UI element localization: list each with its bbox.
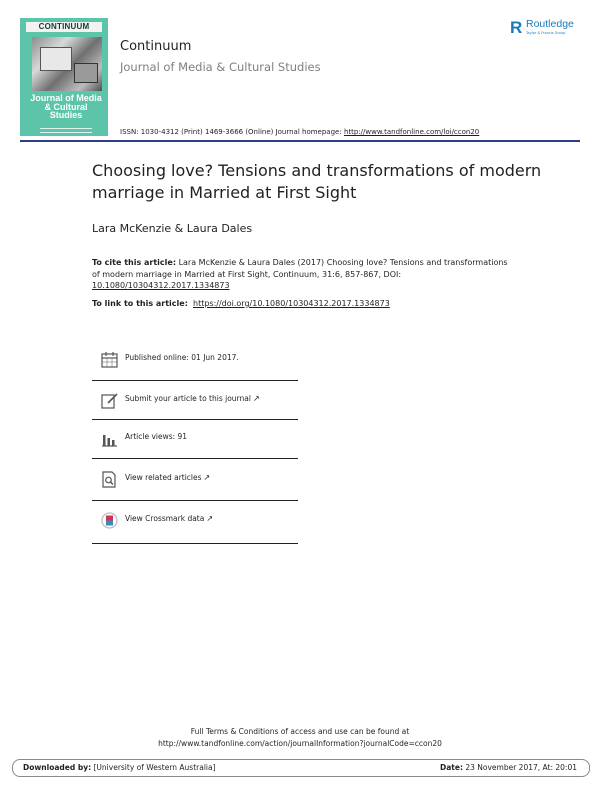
calendar-icon xyxy=(100,350,118,368)
crossmark-label: View Crossmark data xyxy=(125,514,205,523)
article-doi-link[interactable]: https://doi.org/10.1080/10304312.2017.1334873 xyxy=(193,299,390,308)
publisher-name: Routledge xyxy=(526,18,574,30)
crossmark-icon xyxy=(100,511,118,529)
article-title: Choosing love? Tensions and transformations of modern marriage in Married at First Sight xyxy=(92,161,542,202)
external-link-icon: ↗ xyxy=(252,394,260,403)
published-online-text: Published online: 01 Jun 2017. xyxy=(125,353,239,362)
terms-text: Full Terms & Conditions of access and use can be found at xyxy=(190,727,410,736)
submit-article-link[interactable] xyxy=(125,394,260,403)
issn-text: ISSN: 1030-4312 (Print) 1469-3666 (Online) Journal homepage: xyxy=(120,128,344,136)
downloaded-by-label: Downloaded by: xyxy=(23,763,92,772)
crossmark-link[interactable] xyxy=(125,514,213,523)
cover-decoration xyxy=(40,128,92,133)
article-views-row xyxy=(92,421,298,454)
download-date xyxy=(440,763,577,772)
download-info-bar xyxy=(12,759,590,777)
download-date-label: Date: xyxy=(440,763,463,772)
divider xyxy=(92,543,298,544)
terms-footer xyxy=(100,726,500,749)
related-articles-link[interactable] xyxy=(125,473,210,482)
article-link-block xyxy=(92,298,508,310)
cover-subtitle: Journal of Media & Cultural Studies xyxy=(30,93,102,120)
related-articles-row[interactable] xyxy=(92,462,298,495)
routledge-mark-icon: R xyxy=(510,18,523,37)
divider xyxy=(92,380,298,381)
downloaded-by xyxy=(23,763,216,772)
journal-subtitle: Journal of Media & Cultural Studies xyxy=(120,60,321,74)
related-articles-label: View related articles xyxy=(125,473,202,482)
citation-label: To cite this article: xyxy=(92,258,177,267)
terms-link[interactable]: http://www.tandfonline.com/action/journalInformation?journalCode=ccon20 xyxy=(158,738,442,748)
citation-doi-link[interactable]: 10.1080/10304312.2017.1334873 xyxy=(92,281,230,290)
journal-cover-image xyxy=(20,18,108,136)
downloaded-by-value: [University of Western Australia] xyxy=(91,763,216,772)
external-link-icon: ↗ xyxy=(206,514,214,523)
header-divider xyxy=(20,140,580,142)
journal-homepage-link[interactable]: http://www.tandfonline.com/loi/ccon20 xyxy=(343,128,480,136)
article-authors: Lara McKenzie & Laura Dales xyxy=(92,222,253,235)
routledge-logo xyxy=(510,17,590,39)
link-label: To link to this article: xyxy=(92,299,188,308)
download-date-value: 23 November 2017, At: 20:01 xyxy=(462,763,577,772)
divider xyxy=(92,500,298,501)
citation-block xyxy=(92,257,508,292)
external-link-icon: ↗ xyxy=(203,473,211,482)
citation-text: Lara McKenzie & Laura Dales (2017) Choosing love? Tensions and transformations of modern marriage in Married at First Sight, Continuum, 31:6, 857-867, DOI: xyxy=(92,258,508,279)
divider xyxy=(92,458,298,459)
publisher-tagline: Taylor & Francis Group xyxy=(526,31,566,35)
document-search-icon xyxy=(100,470,118,488)
article-views-text: Article views: 91 xyxy=(125,432,188,441)
divider xyxy=(92,419,298,420)
journal-title: Continuum xyxy=(120,39,192,54)
published-online-row xyxy=(92,342,298,375)
bar-chart-icon xyxy=(100,429,118,447)
submit-article-row[interactable] xyxy=(92,383,298,416)
edit-icon xyxy=(100,391,118,409)
submit-article-label: Submit your article to this journal xyxy=(125,394,251,403)
cover-photo xyxy=(32,37,102,91)
cover-title: CONTINUUM xyxy=(26,22,102,32)
crossmark-row[interactable] xyxy=(92,503,298,536)
issn-line xyxy=(120,128,479,136)
